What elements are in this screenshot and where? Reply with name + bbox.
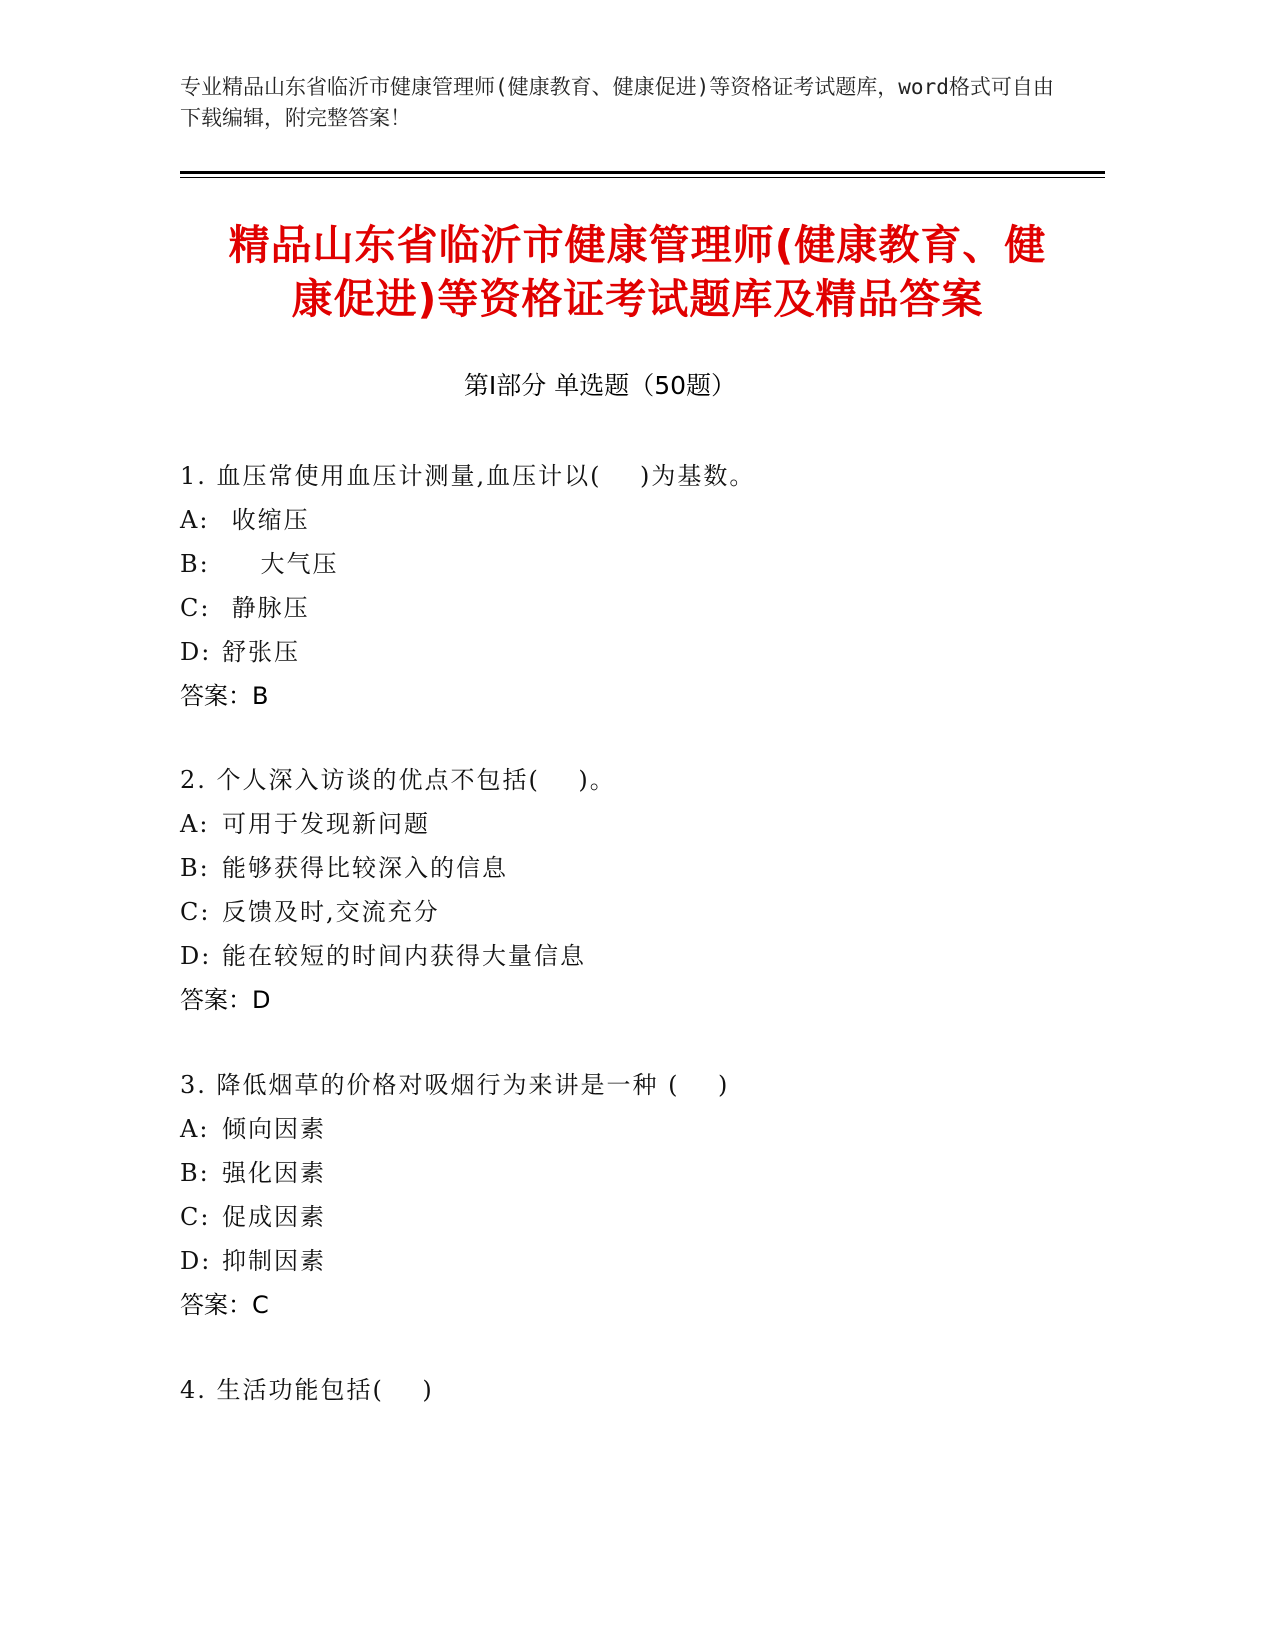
option-text: 舒张压 xyxy=(222,638,300,666)
option-b xyxy=(180,542,1080,586)
option-a xyxy=(180,498,1080,542)
header-rule-thick xyxy=(180,171,1105,174)
question-2 xyxy=(180,758,1080,1022)
option-text: 促成因素 xyxy=(222,1203,326,1231)
option-letter: D: xyxy=(180,1247,212,1275)
option-letter: B: xyxy=(180,550,210,578)
option-c xyxy=(180,890,1080,934)
option-c xyxy=(180,1195,1080,1239)
question-stem: 2. 个人深入访谈的优点不包括( )。 xyxy=(180,766,616,794)
option-letter: B: xyxy=(180,1159,210,1187)
option-text: 倾向因素 xyxy=(222,1115,326,1143)
question-1 xyxy=(180,454,1080,718)
question-stem: 3. 降低烟草的价格对吸烟行为来讲是一种 ( ) xyxy=(180,1071,730,1099)
option-d xyxy=(180,630,1080,674)
option-text: 大气压 xyxy=(222,550,339,578)
option-d xyxy=(180,1239,1080,1283)
option-letter: D: xyxy=(180,638,212,666)
option-text: 反馈及时,交流充分 xyxy=(222,898,440,926)
document-title xyxy=(150,218,1125,326)
option-text: 强化因素 xyxy=(222,1159,326,1187)
document-title-line-2: 康促进)等资格证考试题库及精品答案 xyxy=(291,275,984,323)
question-4 xyxy=(180,1368,1080,1412)
question-3 xyxy=(180,1063,1080,1327)
option-text: 能在较短的时间内获得大量信息 xyxy=(222,942,586,970)
option-c xyxy=(180,586,1080,630)
option-text: 可用于发现新问题 xyxy=(222,810,430,838)
document-title-line-1: 精品山东省临沂市健康管理师(健康教育、健 xyxy=(228,221,1047,269)
option-a xyxy=(180,1107,1080,1151)
option-text: 收缩压 xyxy=(222,506,310,534)
header-note: 专业精品山东省临沂市健康管理师(健康教育、健康促进)等资格证考试题库，word格式可自由下载编辑，附完整答案！ xyxy=(180,75,1054,130)
option-text: 能够获得比较深入的信息 xyxy=(222,854,508,882)
section-title: 第Ⅰ部分 单选题（50题） xyxy=(463,371,737,400)
question-stem: 1. 血压常使用血压计测量,血压计以( )为基数。 xyxy=(180,462,756,490)
option-letter: C: xyxy=(180,1203,211,1231)
option-letter: C: xyxy=(180,594,211,622)
answer: 答案：B xyxy=(180,682,269,710)
option-letter: A: xyxy=(180,506,210,534)
option-a xyxy=(180,802,1080,846)
option-text: 静脉压 xyxy=(222,594,310,622)
option-d xyxy=(180,934,1080,978)
answer: 答案：D xyxy=(180,986,271,1014)
header-rule-thin xyxy=(180,177,1105,178)
option-letter: A: xyxy=(180,810,210,838)
option-letter: D: xyxy=(180,942,212,970)
option-b xyxy=(180,1151,1080,1195)
option-letter: A: xyxy=(180,1115,210,1143)
option-letter: B: xyxy=(180,854,210,882)
option-b xyxy=(180,846,1080,890)
answer: 答案：C xyxy=(180,1291,269,1319)
option-letter: C: xyxy=(180,898,211,926)
question-stem: 4. 生活功能包括( ) xyxy=(180,1376,434,1404)
option-text: 抑制因素 xyxy=(222,1247,326,1275)
